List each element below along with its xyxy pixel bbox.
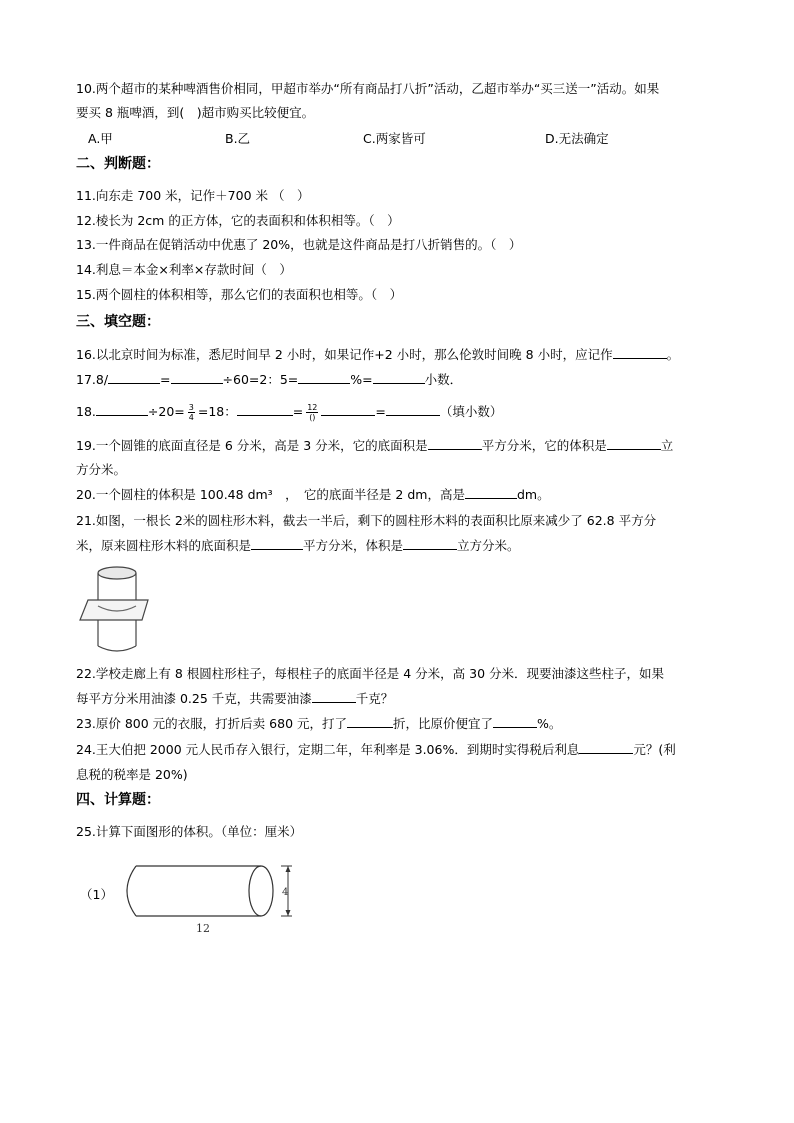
question-22-part: 千克？ — [355, 691, 394, 706]
answer-blank[interactable] — [613, 346, 667, 359]
question-17-part: ÷60=2：5= — [222, 372, 299, 387]
answer-blank[interactable] — [465, 486, 517, 499]
answer-blank[interactable] — [347, 715, 393, 728]
question-24-line-1 — [76, 741, 726, 759]
answer-blank[interactable] — [298, 371, 350, 384]
option-c: C.两家皆可 — [363, 131, 426, 146]
question-18-part: =18： — [197, 404, 237, 419]
question-17-part: 17.8/ — [76, 372, 109, 387]
answer-blank[interactable] — [386, 403, 440, 416]
question-12: 12.棱长为 2cm 的正方体，它的表面积和体积相等。（ ） — [76, 213, 400, 228]
answer-blank[interactable] — [312, 690, 356, 703]
figure-label: （1） — [80, 887, 113, 902]
question-24-part: 元？(利 — [633, 742, 676, 757]
question-21-part: 立方分米。 — [457, 538, 520, 553]
question-19-part: 19.一个圆锥的底面直径是 6 分米，高是 3 分米，它的底面积是 — [76, 438, 428, 453]
question-22-part: 每平方分米用油漆 0.25 千克，共需要油漆 — [76, 691, 312, 706]
question-13: 13.一件商品在促销活动中优惠了 20%，也就是这件商品是打八折销售的。（ ） — [76, 237, 522, 252]
diameter-label: 4 — [282, 887, 289, 898]
question-18-part: （填小数） — [439, 404, 503, 419]
question-17-part: = — [160, 372, 171, 387]
question-19-part: 平方分米，它的体积是 — [481, 438, 607, 453]
fraction-twelve-over-blank: $\frac{12}{()}$ — [307, 403, 318, 422]
question-19-line-1 — [76, 437, 726, 455]
question-10-line-1: 10.两个超市的某种啤酒售价相同，甲超市举办“所有商品打八折”活动，乙超市举办“买三送一”活动。如果 — [76, 81, 660, 96]
question-23-part: 23.原价 800 元的衣服，打折后卖 680 元，打了 — [76, 716, 347, 731]
question-18-part: ÷20= — [147, 404, 185, 419]
question-17-part: 小数． — [424, 372, 463, 387]
question-21-part: 平方分米，体积是 — [303, 538, 404, 553]
answer-blank[interactable] — [373, 371, 425, 384]
answer-blank[interactable] — [607, 437, 661, 450]
question-19-line-2: 方分米。 — [76, 462, 127, 477]
option-a: A.甲 — [88, 131, 113, 146]
option-d: D.无法确定 — [545, 131, 609, 146]
question-11: 11.向东走 700 米，记作＋700 米 （ ） — [76, 188, 310, 203]
question-18-part: 18. — [76, 404, 96, 419]
question-17 — [76, 371, 726, 389]
answer-blank[interactable] — [493, 715, 537, 728]
question-17-part: %= — [350, 372, 373, 387]
question-22-line-2 — [76, 690, 726, 708]
horizontal-cylinder-figure — [116, 858, 306, 938]
section-heading-calculation: 四、计算题： — [76, 792, 160, 808]
question-21-part: 米，原来圆柱形木料的底面积是 — [76, 538, 252, 553]
section-heading-judgement: 二、判断题： — [76, 156, 160, 172]
answer-blank[interactable] — [321, 403, 375, 416]
question-18-part: = — [292, 404, 304, 419]
question-18-part: = — [375, 404, 386, 419]
section-heading-fill-in: 三、填空题： — [76, 314, 160, 330]
question-21-line-1: 21.如图，一根长 2米的圆柱形木料，截去一半后，剩下的圆柱形木料的表面积比原来减少了 62.8 平方分 — [76, 513, 657, 528]
option-b: B.乙 — [225, 131, 251, 146]
question-25: 25.计算下面图形的体积。（单位：厘米） — [76, 824, 303, 839]
cut-cylinder-figure — [76, 562, 156, 652]
fraction-three-quarters: $\frac{3}{4}$ — [188, 403, 194, 422]
question-23-part: %。 — [537, 716, 562, 731]
question-22-line-1: 22.学校走廊上有 8 根圆柱形柱子，每根柱子的底面半径是 4 分米，高 30 分米．现要油漆这些柱子，如果 — [76, 666, 665, 681]
answer-blank[interactable] — [251, 537, 303, 550]
question-16-text: 16.以北京时间为标准，悉尼时间早 2 小时，如果记作+2 小时，那么伦敦时间晚 8 小时，应记作 — [76, 347, 613, 362]
answer-blank[interactable] — [108, 371, 160, 384]
answer-blank[interactable] — [428, 437, 482, 450]
question-16-end: 。 — [666, 347, 680, 362]
question-24-line-2: 息税的税率是 20%) — [76, 767, 188, 782]
question-14: 14.利息＝本金×利率×存款时间（ ） — [76, 262, 292, 277]
question-20-part: dm。 — [516, 487, 550, 502]
question-18 — [76, 401, 726, 423]
length-label: 12 — [196, 922, 210, 935]
question-10-line-2: 要买 8 瓶啤酒，到( )超市购买比较便宜。 — [76, 105, 315, 120]
question-20-part: 20.一个圆柱的体积是 100.48 dm³ ， 它的底面半径是 2 dm，高是 — [76, 487, 465, 502]
answer-blank[interactable] — [171, 371, 223, 384]
question-23 — [76, 715, 726, 733]
question-16 — [76, 346, 726, 364]
question-24-part: 24.王大伯把 2000 元人民币存入银行，定期二年，年利率是 3.06%．到期时实得税后利息 — [76, 742, 580, 757]
answer-blank[interactable] — [403, 537, 457, 550]
question-21-line-2 — [76, 537, 726, 555]
answer-blank[interactable] — [96, 403, 148, 416]
answer-blank[interactable] — [237, 403, 293, 416]
answer-blank[interactable] — [579, 741, 633, 754]
question-19-part: 立 — [660, 438, 674, 453]
question-20 — [76, 486, 726, 504]
question-15: 15.两个圆柱的体积相等，那么它们的表面积也相等。（ ） — [76, 287, 403, 302]
question-23-part: 折，比原价便宜了 — [393, 716, 494, 731]
